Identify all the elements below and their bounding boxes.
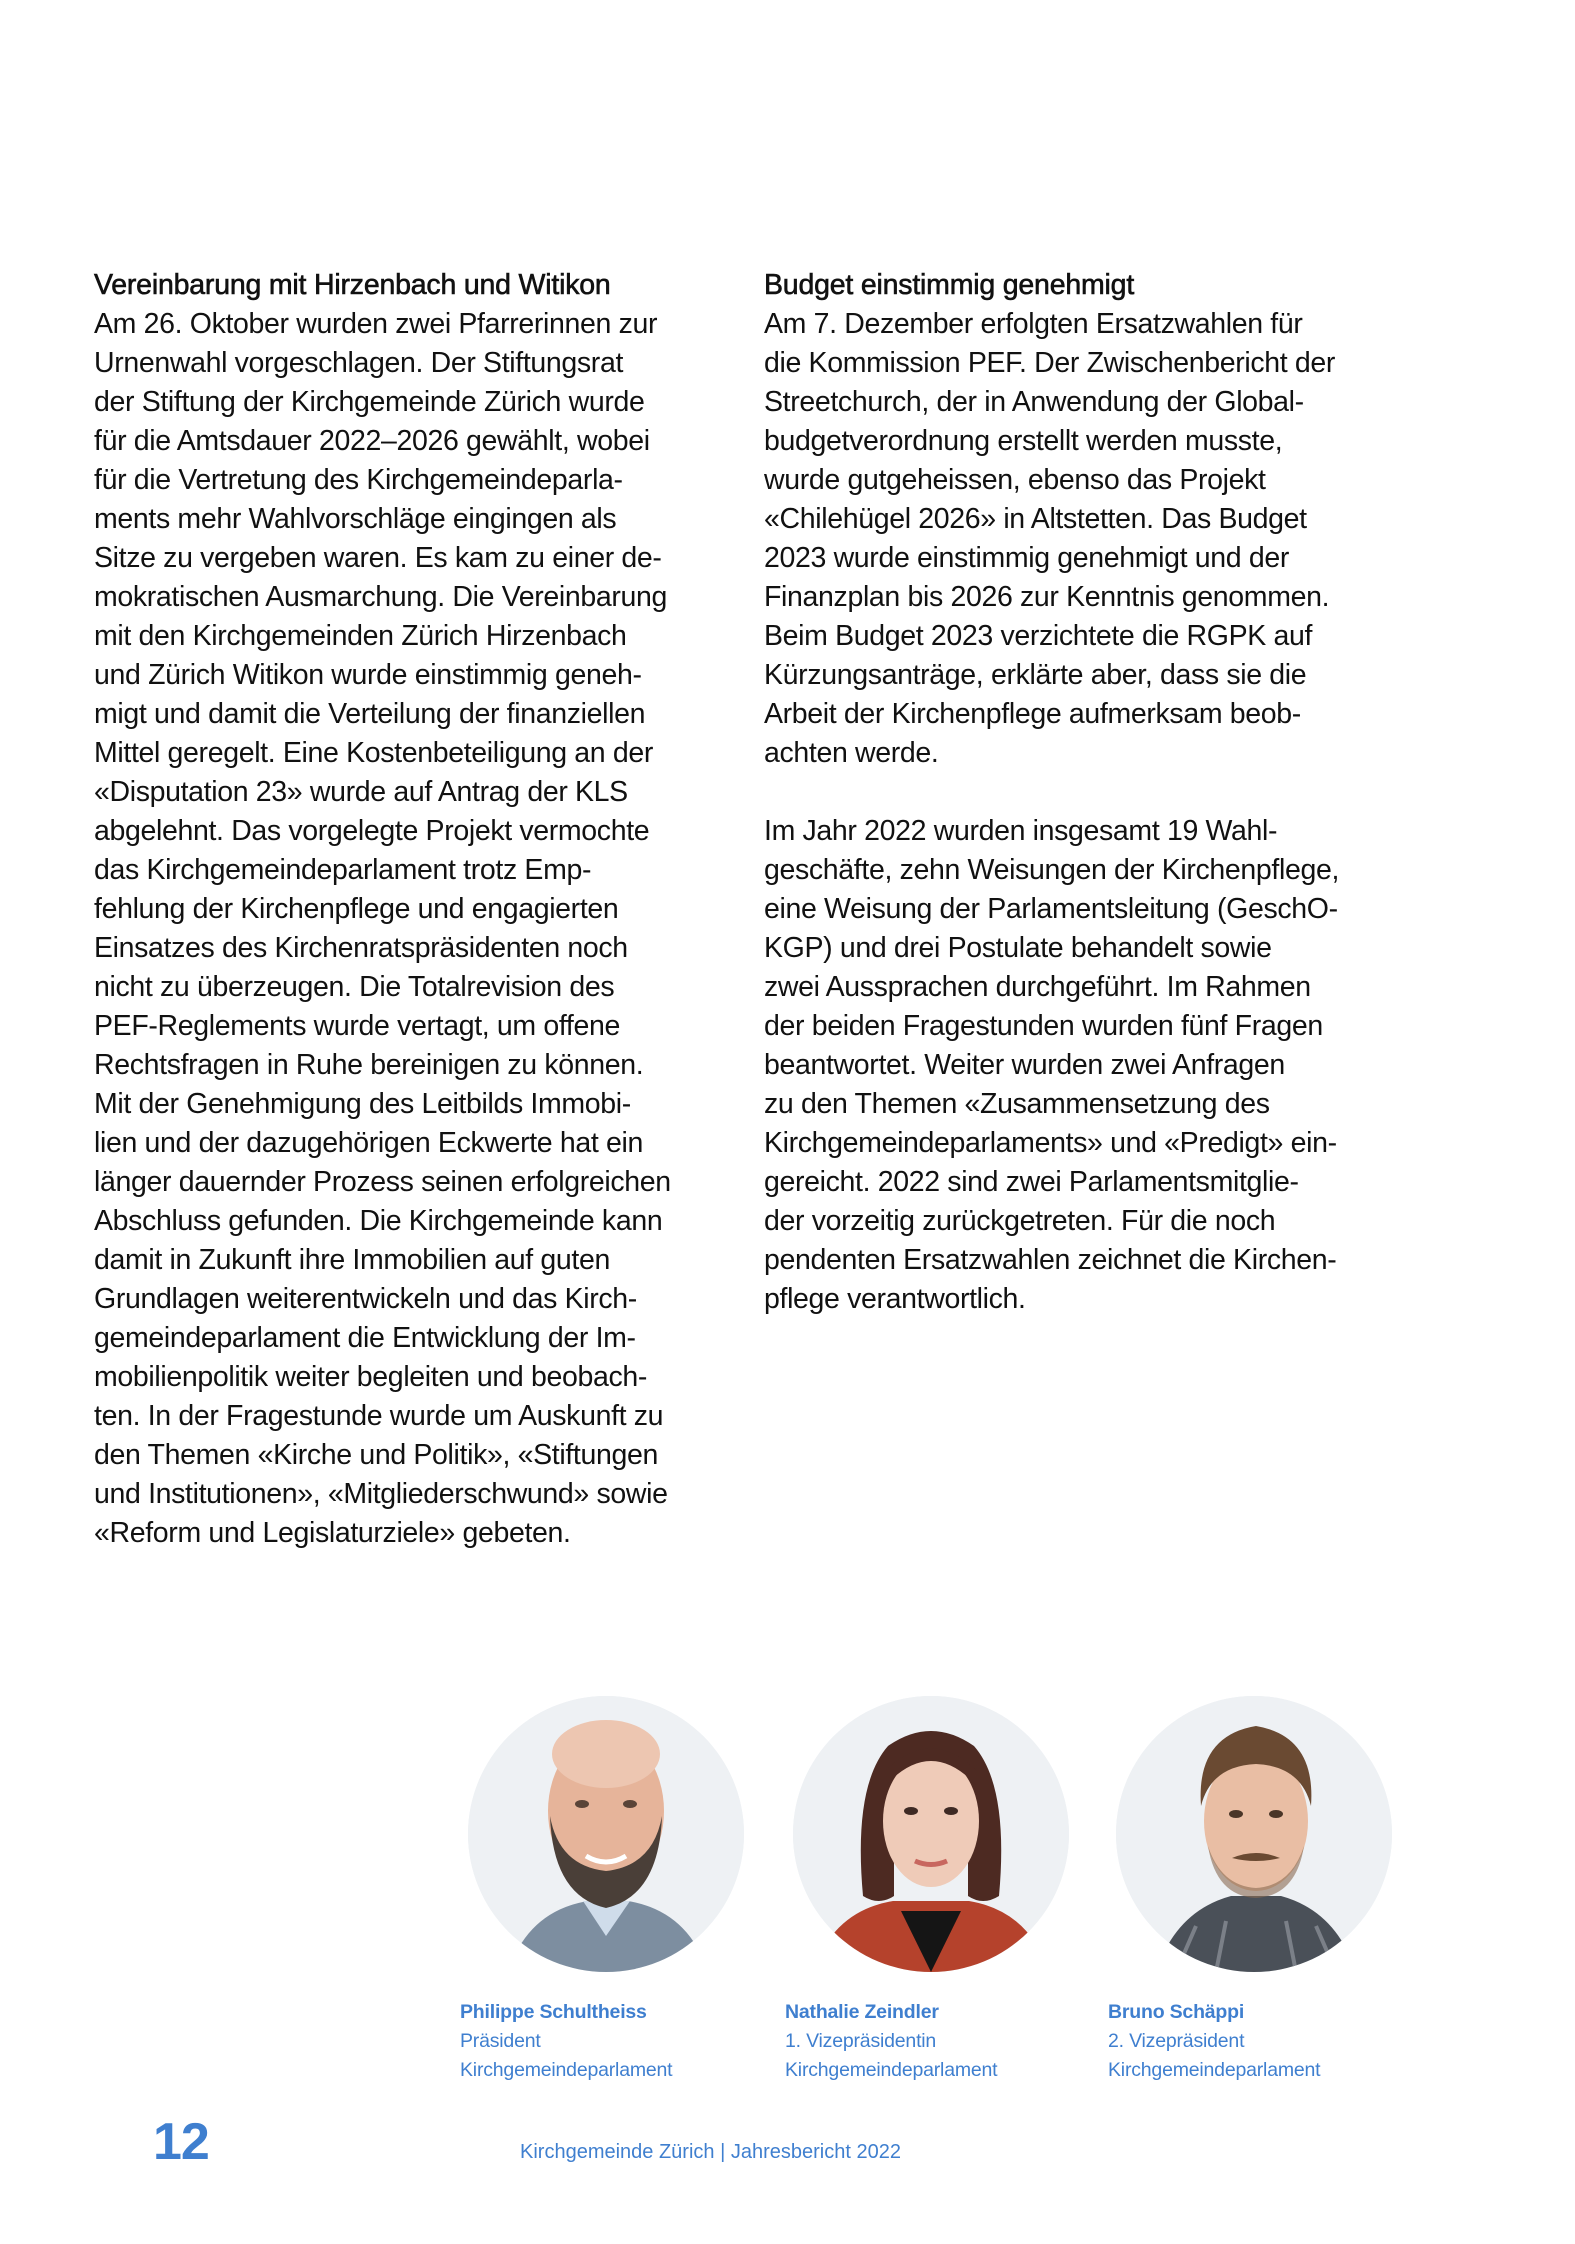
person-organization: Kirchgemeindeparlament [460, 2059, 673, 2081]
text-line: Kirchgemeindeparlaments» und «Predigt» ein- [764, 1127, 1337, 1159]
text-line: eine Weisung der Parlamentsleitung (GeschO- [764, 893, 1338, 925]
text-line: PEF-Reglements wurde vertagt, um offene [94, 1010, 620, 1042]
publication-footer: Kirchgemeinde Zürich | Jahresbericht 2022 [520, 2141, 901, 2163]
text-line: «Disputation 23» wurde auf Antrag der KLS [94, 776, 628, 808]
person-card [785, 1696, 1105, 2081]
person-organization: Kirchgemeindeparlament [1108, 2059, 1321, 2081]
text-line: beantwortet. Weiter wurden zwei Anfragen [764, 1049, 1285, 1081]
text-line: und Zürich Witikon wurde einstimmig geneh- [94, 659, 642, 691]
text-line: Streetchurch, der in Anwendung der Global- [764, 386, 1304, 418]
text-line: Kürzungsanträge, erklärte aber, dass sie die [764, 659, 1307, 691]
person-caption [1108, 1998, 1320, 2085]
portrait-photo-icon [793, 1696, 1069, 1972]
text-line: für die Amtsdauer 2022–2026 gewählt, wobei [94, 425, 650, 457]
text-line: pflege verantwortlich. [764, 1283, 1026, 1315]
text-line: Am 7. Dezember erfolgten Ersatzwahlen für [764, 308, 1303, 340]
text-line: die Kommission PEF. Der Zwischenbericht der [764, 347, 1335, 379]
section-heading-hirzenbach-witikon: Vereinbarung mit Hirzenbach und Witikon [94, 269, 611, 301]
paragraph-gap [764, 773, 1404, 812]
text-line: «Chilehügel 2026» in Altstetten. Das Budget [764, 503, 1307, 535]
text-line: geschäfte, zehn Weisungen der Kirchenpflege, [764, 854, 1340, 886]
body-paragraph [764, 305, 1404, 773]
text-line: 2023 wurde einstimmig genehmigt und der [764, 542, 1289, 574]
text-line: der Stiftung der Kirchgemeinde Zürich wurde [94, 386, 645, 418]
text-line: budgetverordnung erstellt werden musste, [764, 425, 1283, 457]
text-line: damit in Zukunft ihre Immobilien auf guten [94, 1244, 610, 1276]
text-line: gemeindeparlament die Entwicklung der Im- [94, 1322, 636, 1354]
text-line: Grundlagen weiterentwickeln und das Kirch- [94, 1283, 637, 1315]
text-line: Abschluss gefunden. Die Kirchgemeinde kann [94, 1205, 663, 1237]
text-line: den Themen «Kirche und Politik», «Stiftungen [94, 1439, 658, 1471]
portrait-photo-icon [1116, 1696, 1392, 1972]
text-line: ten. In der Fragestunde wurde um Auskunft zu [94, 1400, 664, 1432]
person-caption [460, 1998, 672, 2085]
person-role: Präsident [460, 2030, 541, 2052]
text-line: für die Vertretung des Kirchgemeindeparla- [94, 464, 623, 496]
page-number: 12 [153, 2113, 209, 2171]
text-line: Arbeit der Kirchenpflege aufmerksam beob- [764, 698, 1301, 730]
text-line: abgelehnt. Das vorgelegte Projekt vermochte [94, 815, 650, 847]
text-line: der beiden Fragestunden wurden fünf Fragen [764, 1010, 1323, 1042]
parliament-leadership [0, 1696, 1575, 2096]
person-card [460, 1696, 780, 2081]
body-paragraph [94, 305, 734, 1553]
text-line: gereicht. 2022 sind zwei Parlamentsmitglie- [764, 1166, 1299, 1198]
person-organization: Kirchgemeindeparlament [785, 2059, 998, 2081]
text-line: zwei Aussprachen durchgeführt. Im Rahmen [764, 971, 1311, 1003]
left-column [94, 266, 734, 1553]
person-role: 2. Vizepräsident [1108, 2030, 1245, 2052]
person-name: Nathalie Zeindler [785, 2001, 939, 2023]
section-heading-budget: Budget einstimmig genehmigt [764, 269, 1135, 301]
text-line: Am 26. Oktober wurden zwei Pfarrerinnen zur [94, 308, 658, 340]
text-line: wurde gutgeheissen, ebenso das Projekt [764, 464, 1266, 496]
person-name: Philippe Schultheiss [460, 2001, 647, 2023]
person-role: 1. Vizepräsidentin [785, 2030, 937, 2052]
text-line: Urnenwahl vorgeschlagen. Der Stiftungsrat [94, 347, 624, 379]
text-line: Sitze zu vergeben waren. Es kam zu einer de- [94, 542, 662, 574]
text-line: Im Jahr 2022 wurden insgesamt 19 Wahl- [764, 815, 1278, 847]
text-line: mit den Kirchgemeinden Zürich Hirzenbach [94, 620, 627, 652]
text-line: «Reform und Legislaturziele» gebeten. [94, 1517, 571, 1549]
text-line: mokratischen Ausmarchung. Die Vereinbarung [94, 581, 668, 613]
text-line: zu den Themen «Zusammensetzung des [764, 1088, 1270, 1120]
text-line: Mittel geregelt. Eine Kostenbeteiligung an der [94, 737, 654, 769]
text-line: mobilienpolitik weiter begleiten und beobach- [94, 1361, 648, 1393]
right-column [764, 266, 1404, 1319]
text-line: das Kirchgemeindeparlament trotz Emp- [94, 854, 592, 886]
text-line: der vorzeitig zurückgetreten. Für die noch [764, 1205, 1276, 1237]
person-caption [785, 1998, 997, 2085]
text-line: Mit der Genehmigung des Leitbilds Immobi- [94, 1088, 631, 1120]
body-paragraph [764, 812, 1404, 1319]
person-name: Bruno Schäppi [1108, 2001, 1245, 2023]
portrait-photo-icon [468, 1696, 744, 1972]
person-card [1108, 1696, 1428, 2081]
text-line: ments mehr Wahlvorschläge eingingen als [94, 503, 617, 535]
text-line: migt und damit die Verteilung der finanziellen [94, 698, 646, 730]
text-line: achten werde. [764, 737, 939, 769]
text-line: Rechtsfragen in Ruhe bereinigen zu können. [94, 1049, 644, 1081]
text-line: Beim Budget 2023 verzichtete die RGPK auf [764, 620, 1313, 652]
text-line: pendenten Ersatzwahlen zeichnet die Kirchen- [764, 1244, 1337, 1276]
text-line: Finanzplan bis 2026 zur Kenntnis genommen. [764, 581, 1330, 613]
text-line: und Institutionen», «Mitgliederschwund» sowie [94, 1478, 668, 1510]
text-line: fehlung der Kirchenpflege und engagierten [94, 893, 619, 925]
text-line: Einsatzes des Kirchenratspräsidenten noch [94, 932, 628, 964]
text-line: lien und der dazugehörigen Eckwerte hat ein [94, 1127, 643, 1159]
text-line: nicht zu überzeugen. Die Totalrevision des [94, 971, 615, 1003]
text-line: länger dauernder Prozess seinen erfolgreichen [94, 1166, 671, 1198]
text-line: KGP) und drei Postulate behandelt sowie [764, 932, 1272, 964]
